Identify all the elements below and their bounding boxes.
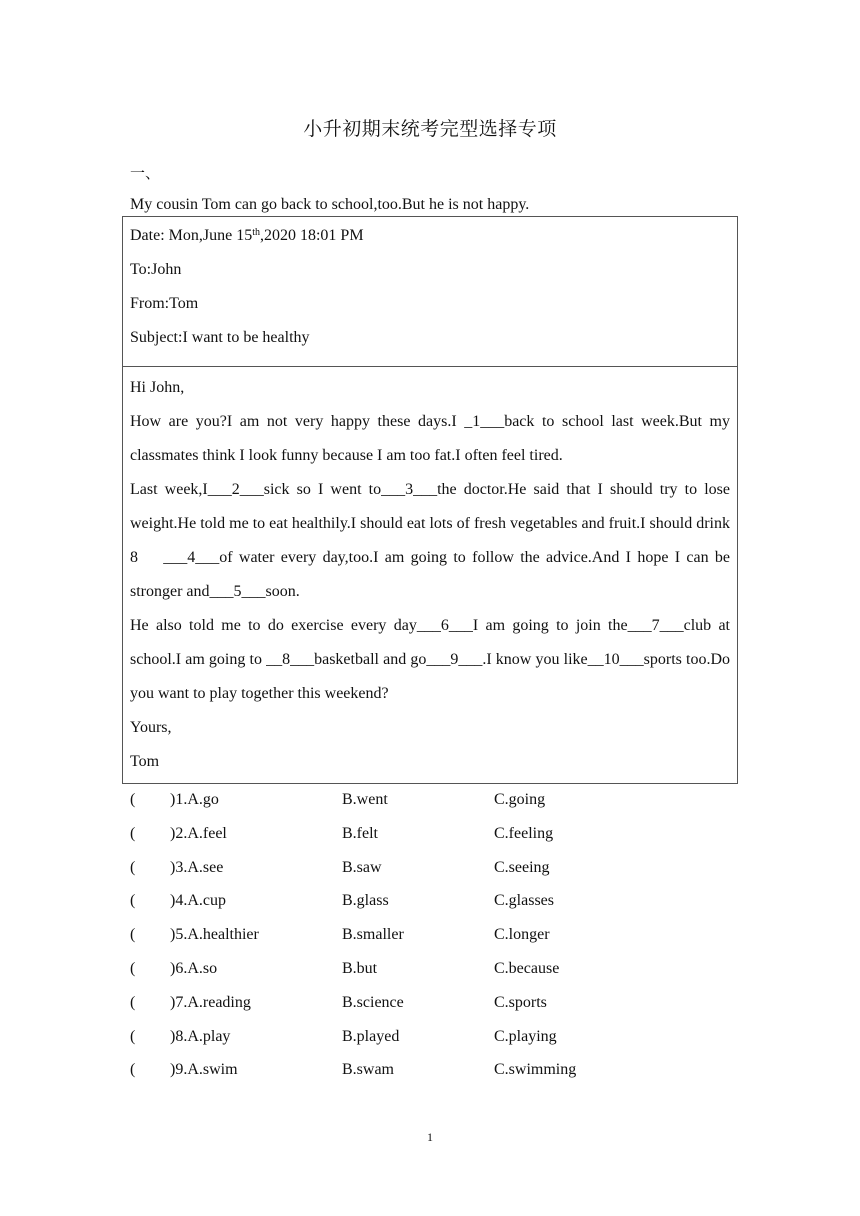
- section-number: 一、: [130, 164, 161, 182]
- option-c: C.sports: [494, 993, 547, 1011]
- option-a: )4.A.cup: [170, 892, 226, 910]
- email-date-suffix: ,2020 18:01 PM: [259, 227, 364, 244]
- email-date-prefix: Date: Mon,June 15: [130, 227, 253, 244]
- email-closing: Yours,: [130, 719, 172, 736]
- option-c: C.glasses: [494, 892, 554, 910]
- option-a: )8.A.play: [170, 1027, 231, 1045]
- email-from: From:Tom: [130, 295, 199, 312]
- option-b: B.felt: [342, 824, 378, 842]
- option-b: B.smaller: [342, 926, 404, 944]
- intro-sentence: My cousin Tom can go back to school,too.But he is not happy.: [130, 196, 530, 213]
- option-row-3: [130, 851, 750, 885]
- option-b: B.science: [342, 993, 404, 1011]
- option-a: )7.A.reading: [170, 993, 251, 1011]
- option-row-8: [130, 1020, 750, 1054]
- option-c: C.playing: [494, 1027, 557, 1045]
- answer-options: [130, 783, 750, 1087]
- option-b: B.glass: [342, 892, 389, 910]
- option-b: B.but: [342, 959, 378, 977]
- page-number: 1: [427, 1130, 433, 1144]
- option-a: )2.A.feel: [170, 824, 227, 842]
- option-c: C.swimming: [494, 1061, 577, 1079]
- email-header: [123, 217, 737, 367]
- option-b: B.went: [342, 791, 388, 808]
- email-greeting: Hi John,: [130, 379, 185, 396]
- option-b: B.saw: [342, 858, 382, 876]
- page-title: 小升初期末统考完型选择专项: [303, 118, 557, 140]
- option-a: )6.A.so: [170, 959, 218, 977]
- option-row-5: [130, 918, 750, 952]
- option-b: B.swam: [342, 1061, 394, 1079]
- email-date-sup: th: [252, 227, 260, 238]
- option-row-6: [130, 952, 750, 986]
- answer-blank: (: [130, 926, 136, 944]
- email-paragraph-2: Last week,I___2___sick so I went to___3___the doctor.He said that I should try to lose weight.He told me to eat healthily.I should eat lots of fresh vegetables and fruit.I should drink 8 ___4___of water every day,too.I am going to follow the advice.And I hope I can be stronger and___5___soon.: [130, 481, 730, 600]
- option-row-4: [130, 884, 750, 918]
- email-paragraph-1: How are you?I am not very happy these days.I _1___back to school last week.But my classmates think I look funny because I am too fat.I often feel tired.: [130, 413, 730, 464]
- answer-blank: (: [130, 1027, 136, 1045]
- answer-blank: (: [130, 892, 136, 910]
- answer-blank: (: [130, 791, 136, 808]
- option-a: )9.A.swim: [170, 1061, 238, 1079]
- answer-blank: (: [130, 993, 136, 1011]
- email-subject: Subject:I want to be healthy: [130, 329, 310, 346]
- email-body: [123, 367, 737, 783]
- email-to: To:John: [130, 261, 182, 278]
- option-row-9: [130, 1053, 750, 1087]
- option-row-2: [130, 817, 750, 851]
- option-c: C.going: [494, 791, 546, 808]
- option-row-7: [130, 986, 750, 1020]
- option-c: C.feeling: [494, 824, 554, 842]
- email-signature: Tom: [130, 753, 160, 770]
- email-paragraph-3: He also told me to do exercise every day___6___I am going to join the___7___club at school.I am going to __8___basketball and go___9___.I know you like__10___sports too.Do you want to play together this weekend?: [130, 617, 730, 702]
- option-a: )3.A.see: [170, 858, 224, 876]
- answer-blank: (: [130, 1061, 136, 1079]
- answer-blank: (: [130, 824, 136, 842]
- email-box: [122, 216, 738, 784]
- answer-blank: (: [130, 959, 136, 977]
- answer-blank: (: [130, 858, 136, 876]
- option-a: )5.A.healthier: [170, 926, 259, 944]
- option-c: C.seeing: [494, 858, 550, 876]
- email-date: [130, 224, 730, 258]
- option-c: C.longer: [494, 926, 550, 944]
- option-row-1: [130, 783, 750, 817]
- option-c: C.because: [494, 959, 560, 977]
- option-b: B.played: [342, 1027, 400, 1045]
- option-a: )1.A.go: [170, 791, 219, 808]
